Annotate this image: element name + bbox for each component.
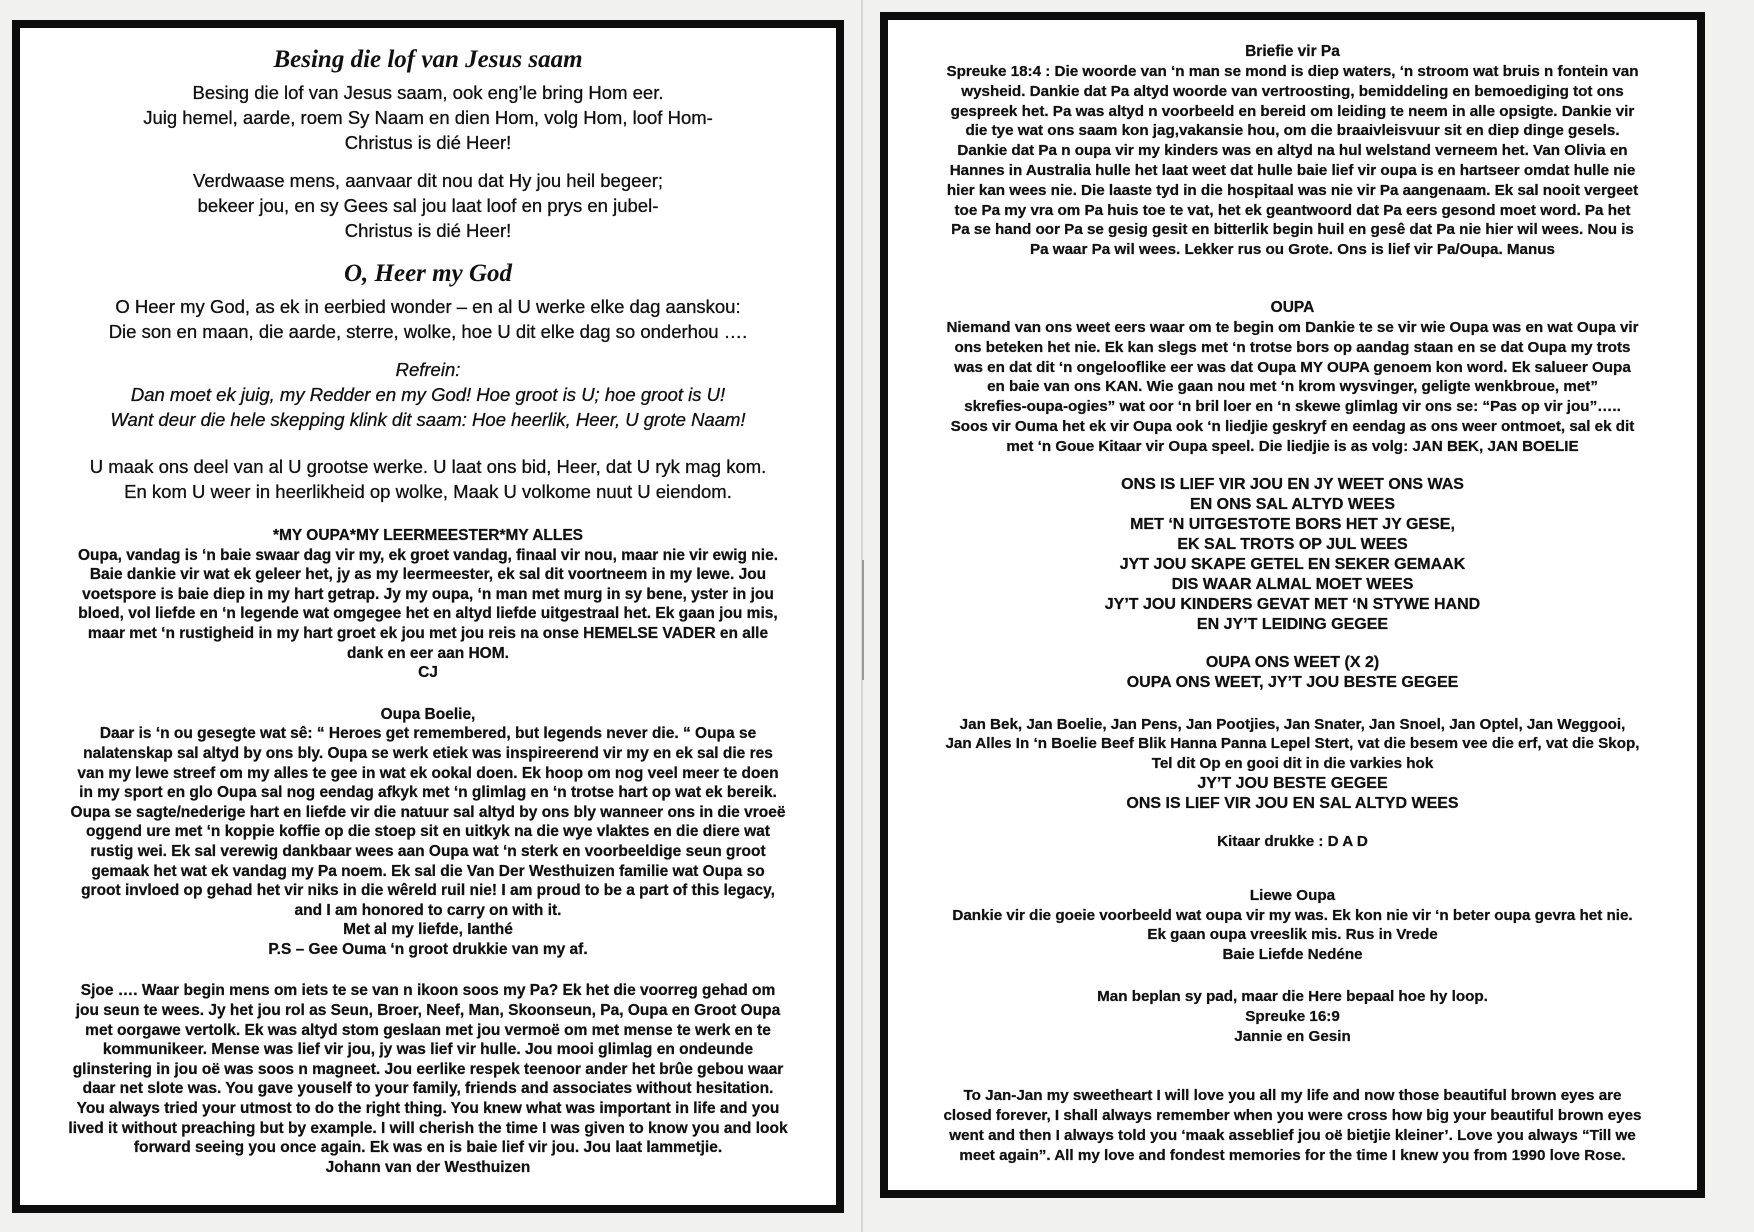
hymn-line: Juig hemel, aarde, roem Sy Naam en dien Hom, volg Hom, loof Hom- bbox=[143, 107, 713, 128]
tribute-line: lived it without preaching but by example. I will cherish the time I was given to know you and look bbox=[68, 1119, 788, 1137]
song-bridge bbox=[908, 715, 1677, 814]
tribute-heading: Oupa Boelie, bbox=[380, 705, 476, 723]
song-line: EK SAL TROTS OP JUL WEES bbox=[1177, 535, 1408, 553]
text-line: Niemand van ons weet eers waar om te begin om Dankie te se vir wie Oupa was en wat Oupa vir bbox=[946, 318, 1639, 336]
tribute-line: gemaak het wat ek vandag my Pa noem. Ek sal die Van Der Westhuizen familie wat Oupa so bbox=[91, 862, 765, 880]
song-line: JY’T JOU KINDERS GEVAT MET ‘N STYWE HAND bbox=[1104, 595, 1481, 613]
tribute-line: rustig wei. Ek sal verewig dankbaar wees aan Oupa wat ‘n sterk en voorbeeldige seun groot bbox=[90, 842, 766, 860]
text-line: To Jan-Jan my sweetheart I will love you all my life and now those beautiful brown eyes are bbox=[963, 1087, 1622, 1105]
hymn-line: Die son en maan, die aarde, sterre, wolke, hoe U dit elke dag so onderhou …. bbox=[108, 321, 748, 342]
tribute-line: daar net slote was. You gave youself to your family, friends and associates without hesitation. bbox=[82, 1080, 774, 1098]
tribute-signature: Baie Liefde Nedéne bbox=[1222, 946, 1363, 964]
tribute-line: maar met ‘n rustigheid in my hart groet ek jou met jou reis na onse HEMELSE VADER en alle bbox=[87, 624, 769, 642]
tribute-line: groot invloed op gehad het vir niks in die wêreld ruil nie! I am proud to be a part of this legacy, bbox=[81, 882, 775, 900]
song-line: MET ‘N UITGESTOTE BORS HET JY GESE, bbox=[1130, 515, 1455, 533]
briefie-vir-pa bbox=[908, 42, 1677, 260]
guitar-chords: Kitaar drukke : D A D bbox=[1217, 832, 1368, 850]
tribute-line: Baie dankie vir wat ek geleer het, jy as my leermeester, ek sal dit voortneem in my lewe. Jou bbox=[89, 566, 767, 584]
text-line: Soos vir Ouma het ek vir Oupa ook ‘n liedjie geskryf en eendag as ons weer ontmoet, sal ek dit bbox=[950, 417, 1635, 435]
text-line: en baie van ons KAN. Wie gaan nou met ‘n krom wysvinger, geligte wenkbroue, met” bbox=[987, 378, 1598, 396]
song-chorus bbox=[908, 653, 1677, 693]
tribute-line: forward seeing you once again. Ek was en is baie lief vir jou. Jou laat lammetjie. bbox=[133, 1139, 723, 1157]
tribute-line: Oupa se sagte/nederige hart en liefde vir die natuur sal altyd by ons bly wanneer ons in die vroeë bbox=[70, 803, 786, 821]
text-line: Hannes in Australia hulle het laat weet dat hulle baie lief vir oupa is en hartseer omdat hulle nie bbox=[949, 161, 1636, 179]
hymn-line: Besing die lof van Jesus saam, ook eng’le bring Hom eer. bbox=[192, 82, 664, 103]
text-line: Man beplan sy pad, maar die Here bepaal hoe hy loop. bbox=[1097, 987, 1488, 1005]
song-line: OUPA ONS WEET, JY’T JOU BESTE GEGEE bbox=[1126, 673, 1459, 691]
tribute-line: nalatenskap sal altyd by ons bly. Oupa se werk etiek was inspireerend vir my en ek sal die res bbox=[83, 744, 773, 762]
tribute-line: van my lewe streef om my alles te gee in wat ek ookal doen. Ek hoop om nog veel meer te doen bbox=[77, 764, 779, 782]
tribute-johann bbox=[46, 981, 810, 1177]
song-line: OUPA ONS WEET (X 2) bbox=[1205, 653, 1380, 671]
section-heading: Liewe Oupa bbox=[1249, 886, 1336, 904]
hymn-line: U maak ons deel van al U grootse werke. U laat ons bid, Heer, dat U ryk mag kom. bbox=[89, 456, 767, 477]
text-line: Pa se hand oor Pa se gesig gesit en bitterlik begin huil en gesê dat Pa nie hier wil wees. Nou is bbox=[951, 221, 1634, 239]
hymn-line: En kom U weer in heerlikheid op wolke, Maak U volkome nuut U eiendom. bbox=[124, 481, 732, 502]
tribute-line: You always tried your utmost to do the right thing. You knew what was important in life and you bbox=[76, 1100, 780, 1118]
hymn-line: Verdwaase mens, aanvaar dit nou dat Hy jou heil begeer; bbox=[193, 170, 663, 191]
section-heading: OUPA bbox=[1270, 298, 1315, 316]
text-line: closed forever, I shall always remember when you were cross how big your beautiful brown eyes bbox=[943, 1107, 1642, 1125]
tribute-heading: *MY OUPA*MY LEERMEESTER*MY ALLES bbox=[272, 527, 584, 544]
scripture-reference: Spreuke 16:9 bbox=[1245, 1007, 1340, 1025]
tribute-line: kommunikeer. Mense was lief vir jou, jy was lief vir hulle. Jou mooi glimlag en ondeunde bbox=[102, 1041, 754, 1059]
section-heading: Briefie vir Pa bbox=[1245, 43, 1340, 60]
tribute-line: voetspore is baie diep in my hart getrap. Jy my oupa, ‘n man met murg in sy bene, yster in jou bbox=[82, 585, 774, 603]
hymn1-title: Besing die lof van Jesus saam bbox=[273, 46, 583, 73]
tribute-line: and I am honored to carry on with it. bbox=[294, 901, 562, 919]
text-line: Dankie dat Pa n oupa vir my kinders was en altyd na hul welstand verneem het. Van Olivia en bbox=[957, 142, 1628, 160]
tribute-line: met oorgawe vertolk. Ek was altyd stom geslaan met jou vermoë om met mense te werk en te bbox=[85, 1021, 771, 1039]
rose-tribute bbox=[908, 1086, 1677, 1165]
text-line: gespreek het. Pa was altyd n voorbeeld en bereid om leiding te neem in alle opsigte. Dankie vir bbox=[950, 102, 1635, 120]
song-verse bbox=[908, 475, 1677, 635]
tribute-signature: CJ bbox=[418, 664, 438, 682]
hymn-line: bekeer jou, en sy Gees sal jou laat loof en prys en jubel- bbox=[197, 195, 659, 216]
song-line: Jan Bek, Jan Boelie, Jan Pens, Jan Pootjies, Jan Snater, Jan Snoel, Jan Optel, Jan Weggooi, bbox=[959, 715, 1626, 733]
tribute-line: oggend ure met ‘n koppie koffie op die stoep sit en uitkyk na die wye vlaktes en die diere wat bbox=[86, 823, 770, 841]
hymn-line: Christus is dié Heer! bbox=[344, 132, 512, 153]
text-line: meet again”. All my love and fondest memories for the time I knew you from 1990 love Rose. bbox=[959, 1146, 1626, 1164]
tribute-line: Met al my liefde, Ianthé bbox=[343, 921, 513, 939]
text-line: Spreuke 18:4 : Die woorde van ‘n man se mond is diep waters, ‘n stroom wat bruis n fontein van bbox=[946, 63, 1639, 80]
text-line: Ek gaan oupa vreeslik mis. Rus in Vrede bbox=[1147, 926, 1438, 944]
tribute-signature: Jannie en Gesin bbox=[1234, 1027, 1351, 1045]
scripture-quote bbox=[908, 987, 1677, 1046]
tribute-line: Sjoe …. Waar begin mens om iets te se van n ikoon soos my Pa? Ek het die voorreg gehad om bbox=[80, 982, 776, 1000]
text-line: die tye wat ons saam kon jag,vakansie hou, om die braaivleisvuur sit en diep dinge gesels. bbox=[965, 122, 1620, 140]
right-page bbox=[880, 12, 1705, 1198]
tribute-signature: Johann van der Westhuizen bbox=[325, 1158, 531, 1176]
tribute-line: dank en eer aan HOM. bbox=[347, 644, 509, 662]
tribute-signature: P.S – Gee Ouma ‘n groot drukkie van my af. bbox=[268, 940, 588, 958]
left-page bbox=[12, 20, 844, 1213]
oupa-tribute bbox=[908, 298, 1677, 457]
song-line: Tel dit Op en gooi dit in die varkies hok bbox=[1151, 755, 1434, 773]
text-line: Dankie vir die goeie voorbeeld wat oupa vir my was. Ek kon nie vir ‘n beter oupa gevra het nie. bbox=[952, 906, 1633, 924]
text-line: went and then I always told you ‘maak asseblief jou oë bietjie kleiner’. Love you always “Till we bbox=[949, 1126, 1636, 1144]
tribute-line: Daar is ‘n ou gesegte wat sê: “ Heroes get remembered, but legends never die. “ Oupa se bbox=[99, 725, 757, 743]
tribute-line: in my sport en glo Oupa sal nog eendag afkyk met ‘n glimlag en ‘n trotse hart op wat ek bereik. bbox=[79, 784, 777, 802]
song-line: JYT JOU SKAPE GETEL EN SEKER GEMAAK bbox=[1119, 555, 1466, 573]
hymn2-refrain bbox=[46, 357, 810, 432]
song-line: DIS WAAR ALMAL MOET WEES bbox=[1171, 575, 1414, 593]
text-line: met ‘n Goue Kitaar vir Oupa speel. Die liedjie is as volg: JAN BEK, JAN BOELIE bbox=[1006, 437, 1579, 455]
text-line: toe Pa my vra om Pa huis toe te vat, het ek geantwoord dat Pa eers gesond moet word. Pa het bbox=[954, 201, 1631, 219]
tribute-cj bbox=[46, 526, 810, 683]
text-line: Pa waar Pa wil wees. Lekker rus ou Grote. Ons is lief vir Pa/Oupa. Manus bbox=[1029, 241, 1555, 259]
hymn2-title: O, Heer my God bbox=[343, 260, 513, 287]
hymn2-verse1 bbox=[46, 294, 810, 344]
liewe-oupa bbox=[908, 886, 1677, 965]
song-line: Jan Alles In ‘n Boelie Beef Blik Hanna Panna Lepel Stert, vat die besem vee die erf, vat die Skop, bbox=[945, 735, 1640, 753]
hymn-line: O Heer my God, as ek in eerbied wonder – en al U werke elke dag aanskou: bbox=[115, 296, 741, 317]
song-line: ONS IS LIEF VIR JOU EN JY WEET ONS WAS bbox=[1121, 475, 1464, 493]
song-line: ONS IS LIEF VIR JOU EN SAL ALTYD WEES bbox=[1126, 794, 1459, 812]
tribute-ianthe bbox=[46, 705, 810, 960]
hymn1-verse2 bbox=[46, 168, 810, 243]
text-line: ons beteken het nie. Ek kan slegs met ‘n trotse bors op aandag staan en se dat Oupa my trots bbox=[954, 338, 1631, 356]
staple-mark bbox=[862, 560, 874, 680]
text-line: was en dat dit ‘n ongelooflike eer was dat Oupa MY OUPA genoem kon word. Ek salueer Oupa bbox=[954, 358, 1631, 376]
refrain-line: Want deur die hele skepping klink dit saam: Hoe heerlik, Heer, U grote Naam! bbox=[110, 409, 746, 430]
tribute-line: bloed, vol liefde en ‘n legende wat omgegee het en altyd liefde uitgestraal het. Ek gaan jou mis, bbox=[78, 605, 778, 623]
song-line: EN ONS SAL ALTYD WEES bbox=[1189, 495, 1396, 513]
song-line: JY’T JOU BESTE GEGEE bbox=[1197, 774, 1388, 792]
hymn2-verse2 bbox=[46, 454, 810, 504]
hymn1-verse1 bbox=[46, 80, 810, 155]
tribute-line: jou seun te wees. Jy het jou rol as Seun, Broer, Neef, Man, Skoonseun, Pa, Oupa en Groot Oupa bbox=[75, 1002, 781, 1020]
text-line: wysheid. Dankie dat Pa altyd woorde van vertroosting, bemiddeling en bemoediging tot ons bbox=[961, 82, 1624, 100]
song-line: EN JY’T LEIDING GEGEE bbox=[1196, 615, 1389, 633]
refrain-line: Dan moet ek juig, my Redder en my God! Hoe groot is U; hoe groot is U! bbox=[130, 384, 726, 405]
text-line: skrefies-oupa-ogies” wat oor ‘n bril loer en ‘n skewe glimlag vir ons se: “Pas op vir jou”….. bbox=[964, 398, 1621, 416]
text-line: hier kan wees nie. Die laaste tyd in die hospitaal was nie vir Pa aangenaam. Ek sal nooit vergeet bbox=[946, 181, 1639, 199]
tribute-line: glinstering in jou oë was soos n magneet. Jou eerlike respek teenoor ander het brûe gebou waar bbox=[72, 1060, 784, 1078]
tribute-line: Oupa, vandag is ‘n baie swaar dag vir my, ek groet vandag, finaal vir nou, maar nie vir ewig nie. bbox=[77, 546, 779, 564]
refrain-label: Refrein: bbox=[395, 359, 461, 380]
hymn-line: Christus is dié Heer! bbox=[344, 220, 512, 241]
